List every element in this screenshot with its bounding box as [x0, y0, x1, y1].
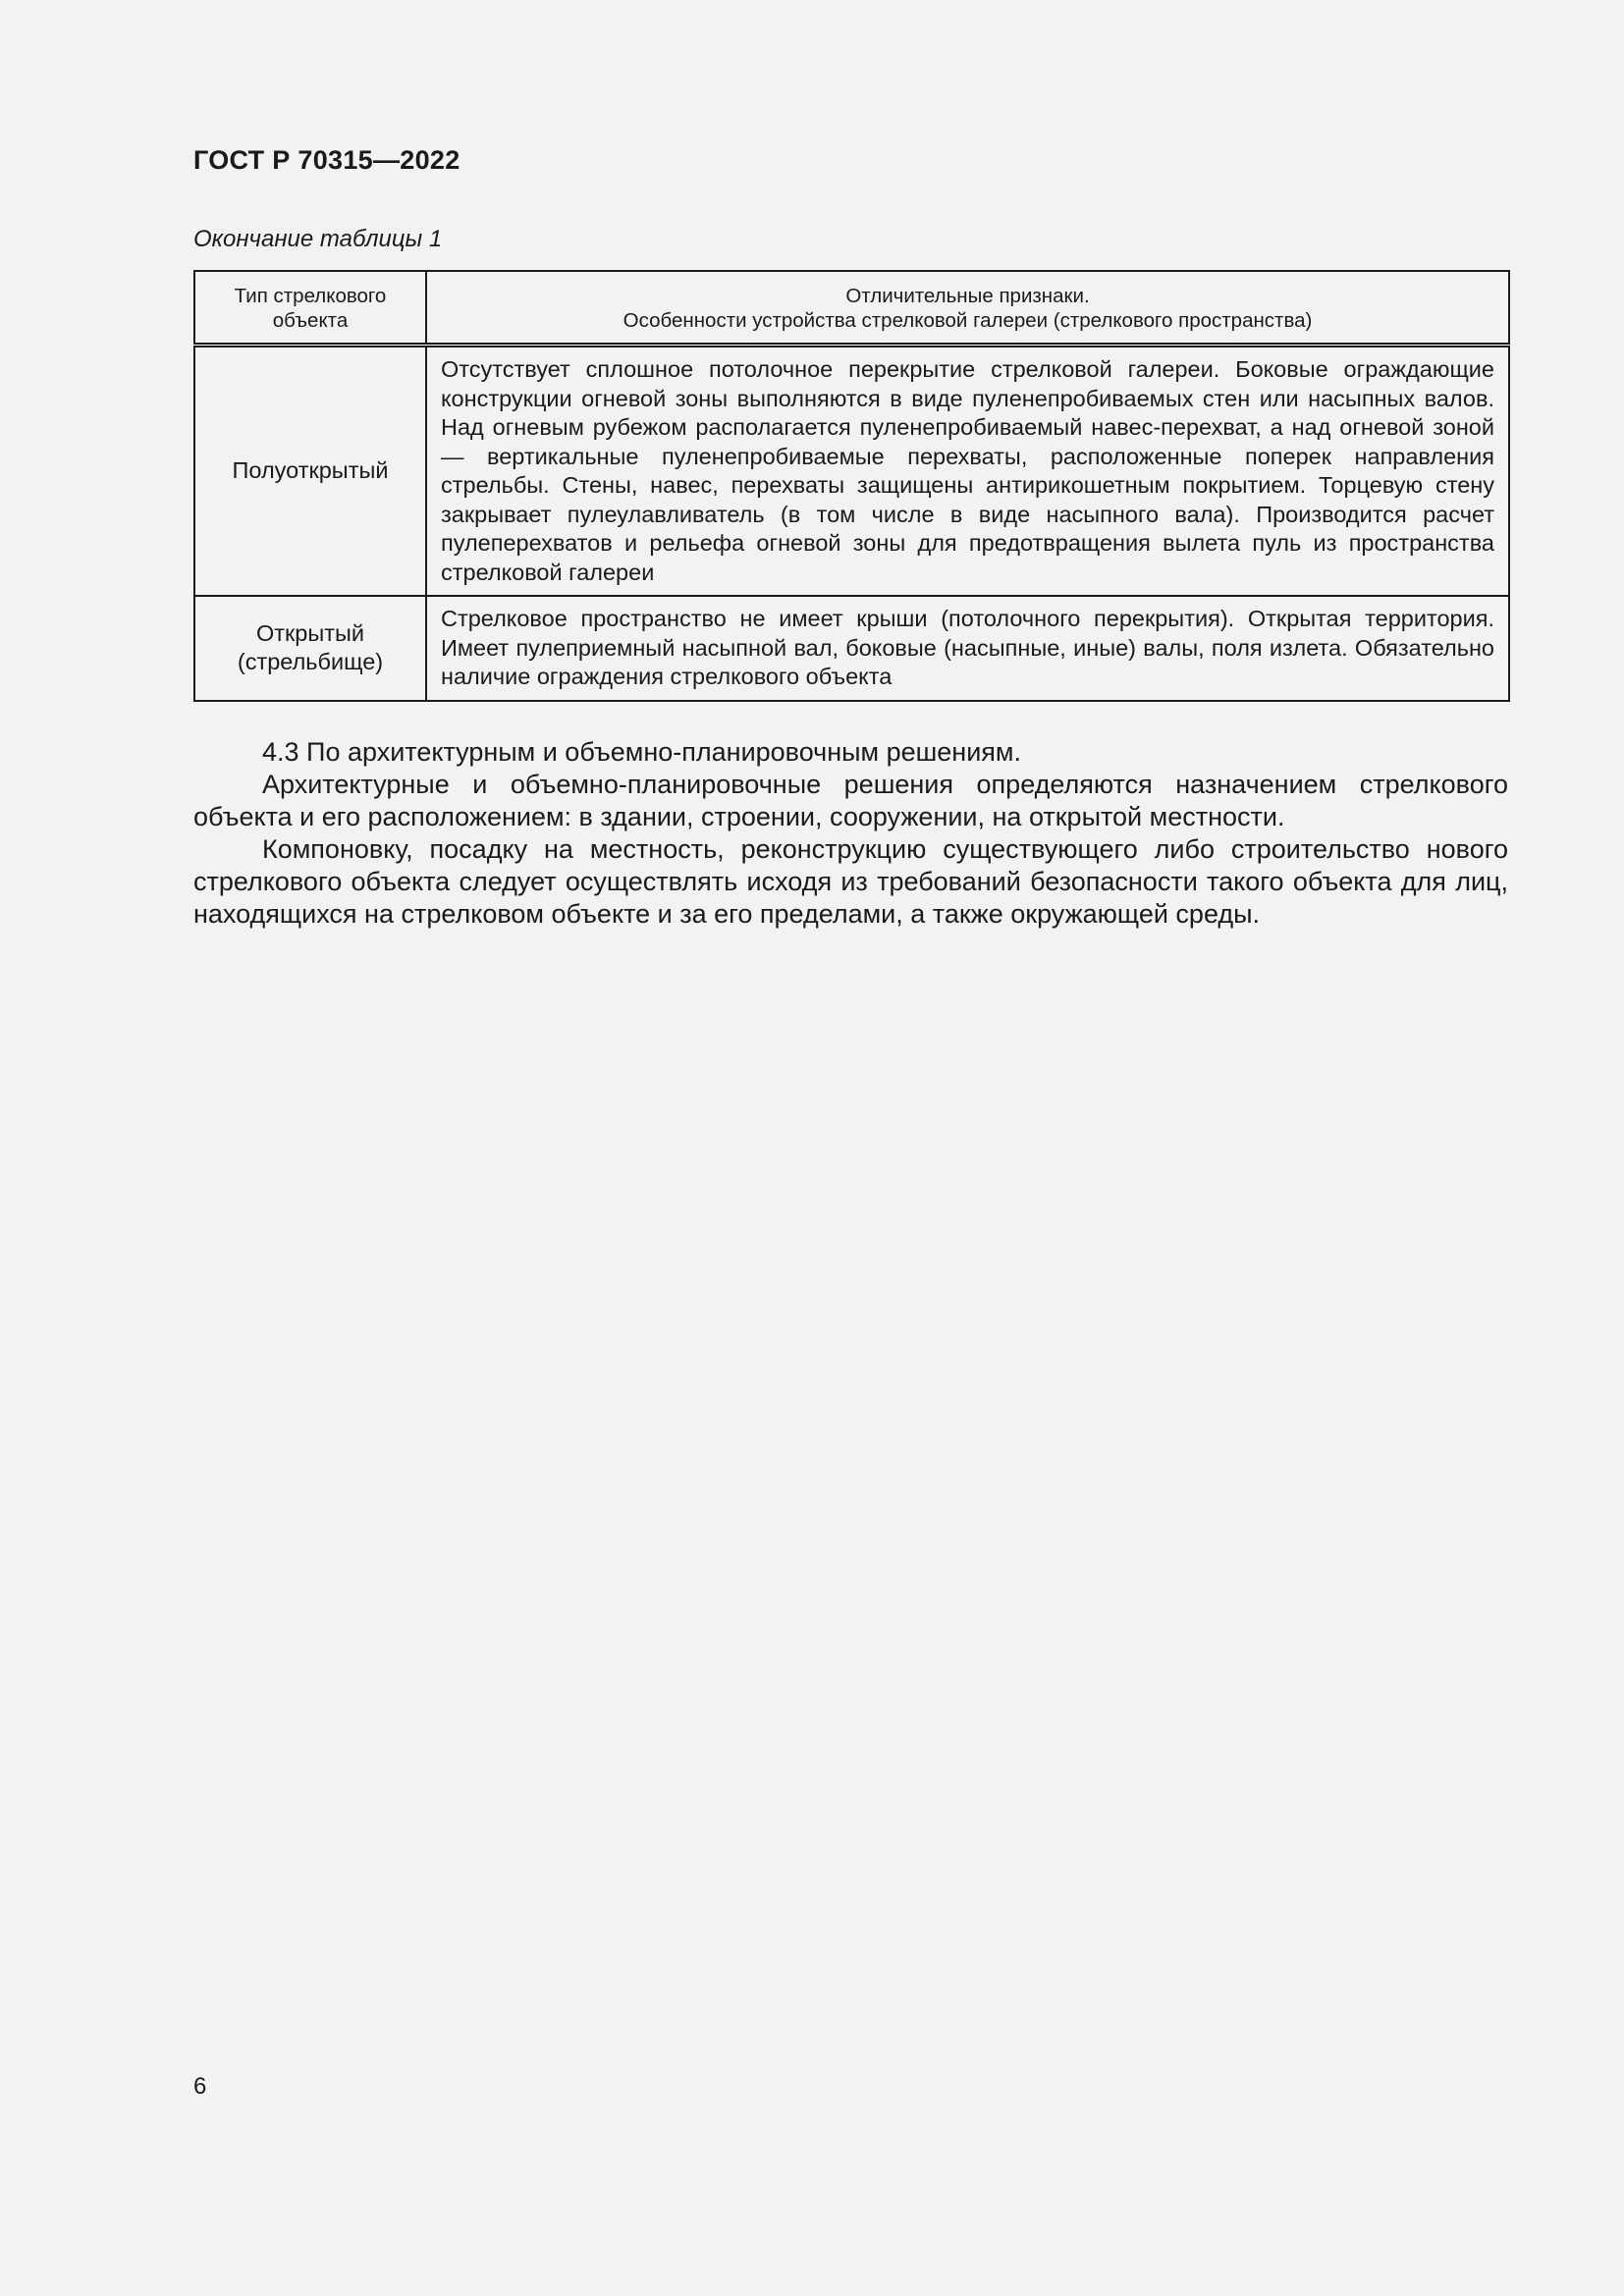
header-object-type-line: объекта	[272, 309, 349, 332]
header-object-type-line: Тип стрелкового	[234, 285, 387, 307]
header-object-type	[194, 271, 426, 346]
object-type-label: Открытый	[255, 619, 365, 646]
header-features	[426, 271, 1509, 346]
table-row	[194, 596, 1509, 701]
description-cell: Отсутствует сплошное потолочное перекрытие стрелковой галереи. Боковые ограждающие конструкции огневой зоны выполняются в виде пуленепробиваемых стен или насыпных валов. Над огневым рубежом располагается пуленепробиваемый навес-перехват, а над огневой зоной — вертикальные пуленепробиваемые перехваты, расположенные поперек направления стрельбы. Стены, навес, перехваты защищены антирикошетным покрытием. Торцевую стену закрывает пулеулавливатель (в том числе в виде насыпного вала). Производится расчет пулеперехватов и рельефа огневой зоны для предотвращения вылета пуль из пространства стрелковой галереи	[426, 346, 1509, 597]
table-header-row	[194, 271, 1509, 346]
object-type-label: (стрельбище)	[237, 649, 384, 675]
table-caption: Окончание таблицы 1	[193, 226, 443, 252]
body-paragraph: Компоновку, посадку на местность, реконструкцию существующего либо строительство нового стрелкового объекта следует осуществлять исходя из требований безопасности такого объекта для лиц, находящихся на стрелковом объекте и за его пределами, а также окружающей среды.	[193, 834, 1508, 929]
header-features-line: Отличительные признаки.	[845, 285, 1090, 307]
section-4-3-text	[193, 736, 1508, 931]
description-cell: Стрелковое пространство не имеет крыши (потолочного перекрытия). Открытая территория. Имеет пулеприемный насыпной вал, боковые (насыпные, иные) валы, поля излета. Обязательно наличие ограждения стрелкового объекта	[426, 596, 1509, 701]
object-type-label: Полуоткрытый	[232, 457, 389, 484]
header-features-line: Особенности устройства стрелковой галереи (стрелкового пространства)	[623, 309, 1313, 332]
page-number: 6	[193, 2073, 207, 2100]
section-heading-paragraph: 4.3 По архитектурным и объемно-планировочным решениям.	[262, 737, 1021, 767]
table-row	[194, 346, 1509, 597]
document-code: ГОСТ Р 70315—2022	[193, 145, 460, 175]
object-type-cell	[194, 346, 426, 597]
object-type-cell	[194, 596, 426, 701]
characteristics-table	[193, 270, 1510, 702]
body-paragraph: Архитектурные и объемно-планировочные решения определяются назначением стрелкового объекта и его расположением: в здании, строении, сооружении, на открытой местности.	[193, 770, 1508, 831]
